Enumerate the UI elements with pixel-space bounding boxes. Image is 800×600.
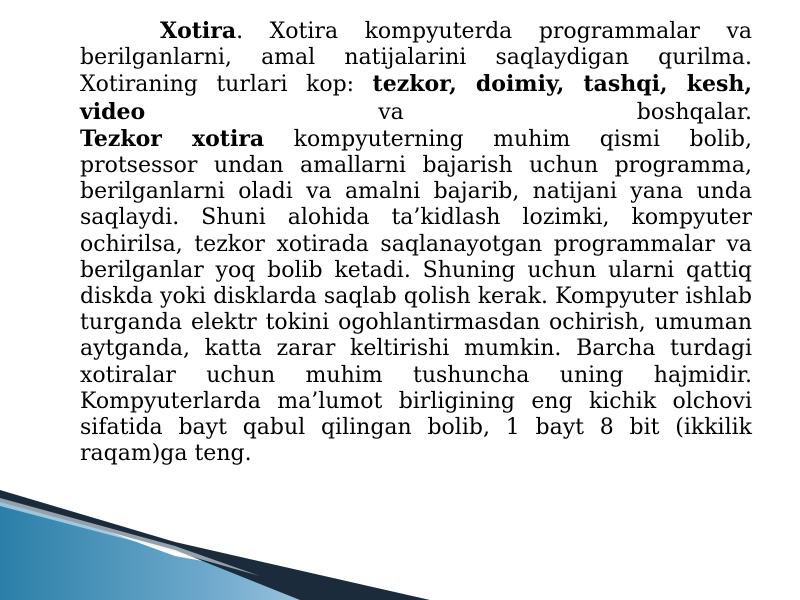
decor-light-stripe: [0, 498, 260, 576]
slide-decoration: [0, 490, 800, 600]
xotira-definition: . Xotira kompyuterda programmalar va berilganlarni, amal natijalarini saqlaydigan qurilma. Xotiraning turlari kop:: [80, 19, 752, 98]
decor-blue-swoosh: [0, 492, 420, 600]
paragraph-tezkor-xotira: [80, 126, 752, 468]
decor-dark-swoosh: [0, 490, 430, 600]
slide-body: [80, 18, 752, 467]
tezkor-xotira-text: kompyuterning muhim qismi bolib, protsessor undan amallarni bajarish uchun programma, berilganlarni oladi va amalni bajarib, natijani yana unda saqlaydi. Shuni alohida ta’kidlash lozimki, kompyuter ochirilsa, tezkor xotirada saqlanayotgan programmalar va berilganlar yoq bolib ketadi. Shuning uchun ularni qattiq diskda yoki disklarda saqlab qolish kerak. Kompyuter ishlab turganda elektr tokini ogohlantirmasdan ochirish, umuman aytganda, katta zarar keltirishi mumkin. Barcha turdagi xotiralar uchun muhim tushuncha uning hajmidir. Kompyuterlarda ma’lumot birligining eng kichik olchovi sifatida bayt qabul qilingan bolib, 1 bayt 8 bit (ikkilik raqam)ga teng.: [80, 126, 752, 467]
xotira-definition-end: va boshqalar.: [145, 99, 752, 125]
memory-types-list: tezkor, doimiy, tashqi, kesh, video: [80, 71, 752, 125]
term-tezkor-xotira: Tezkor xotira: [80, 125, 265, 152]
paragraph-xotira: [80, 18, 752, 126]
term-xotira: Xotira: [160, 18, 237, 44]
